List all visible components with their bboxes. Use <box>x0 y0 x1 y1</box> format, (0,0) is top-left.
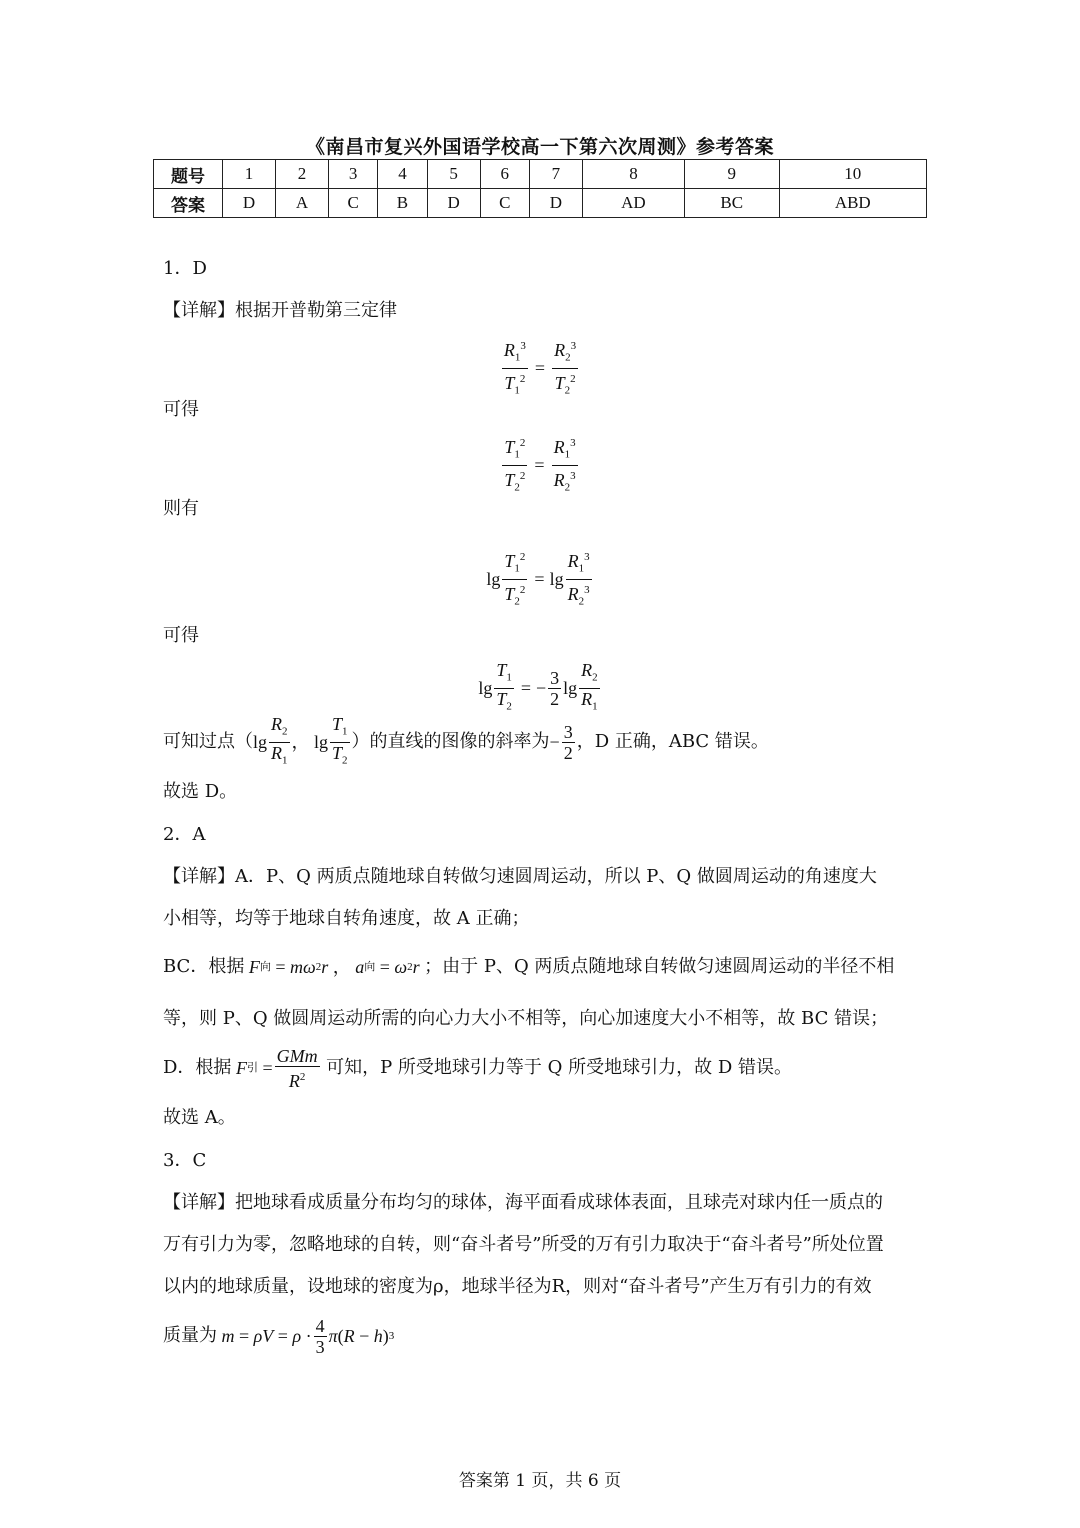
q2-line3-part-b: ；由于 P、Q 两质点随地球自转做匀速圆周运动的半径不相 <box>424 956 895 977</box>
answer-table-number-row <box>154 160 927 189</box>
q3-heading: 3．C <box>163 1150 207 1171</box>
q2-line1: 【详解】A．P、Q 两质点随地球自转做匀速圆周运动，所以 P、Q 做圆周运动的角速度大 <box>163 866 877 887</box>
table-answer-label: 答案 <box>154 189 223 218</box>
table-cell: BC <box>684 189 779 218</box>
q1-heading: 1．D <box>163 258 207 279</box>
q2-heading: 2．A <box>163 824 206 845</box>
equation-kepler: $\frac{R_1^3}{T_1^2}$ = $\frac{R_2^3}{T_2^2}$ <box>0 336 1080 400</box>
table-cell: C <box>480 189 529 218</box>
q3-line4 <box>163 1310 394 1362</box>
answer-table <box>153 159 927 218</box>
table-cell: 9 <box>684 160 779 189</box>
table-cell: B <box>378 189 427 218</box>
table-cell: 10 <box>779 160 926 189</box>
table-cell: D <box>427 189 480 218</box>
q2-line3 <box>163 954 894 980</box>
q1-conclusion-part-c: ，D 正确，ABC 错误。 <box>576 731 769 752</box>
table-cell: ABD <box>779 189 926 218</box>
q2-line5 <box>163 1042 792 1094</box>
q2-line5-part-b: 可知，P 所受地球引力等于 Q 所受地球引力，故 D 错误。 <box>326 1057 792 1078</box>
table-cell: D <box>223 189 276 218</box>
equation-log: lg $\frac{T_1^2}{T_2^2}$ = lg $\frac{R_1^3}{R_2^3}$ <box>0 547 1080 611</box>
table-cell: 3 <box>329 160 378 189</box>
table-cell: 5 <box>427 160 480 189</box>
page-footer: 答案第 1 页，共 6 页 <box>458 1471 622 1491</box>
table-cell: AD <box>582 189 684 218</box>
q2-line5-part-a: D．根据 <box>163 1057 232 1078</box>
answer-table-answer-row <box>154 189 927 218</box>
formula-centripetal: F 向 = mω 2 r ， a 向 = ω 2 r <box>248 957 420 977</box>
point-coordinates: lg $\frac{R_2}{R_1}$ ， lg $\frac{T_1}{T_2}$ <box>253 713 348 767</box>
q3-line3: 以内的地球质量，设地球的密度为ρ，地球半径为R，则对“奋斗者号”产生万有引力的有效 <box>163 1276 872 1297</box>
q3-line2: 万有引力为零，忽略地球的自转，则“奋斗者号”所受的万有引力取决于“奋斗者号”所处位置 <box>163 1234 884 1255</box>
table-cell: 6 <box>480 160 529 189</box>
formula-effective-mass: m = ρV = ρ · $\frac{4}{3}$ π ( R − h ) 3 <box>221 1315 395 1357</box>
table-cell: 4 <box>378 160 427 189</box>
q2-line4: 等，则 P、Q 做圆周运动所需的向心力大小不相等，向心加速度大小不相等，故 BC 错误； <box>163 1008 889 1029</box>
q3-line4-part-a: 质量为 <box>163 1325 217 1346</box>
q1-text-zeyou: 则有 <box>163 498 199 519</box>
page-title: 《南昌市复兴外国语学校高一下第六次周测》参考答案 <box>305 136 774 158</box>
table-cell: C <box>329 189 378 218</box>
table-cell: D <box>529 189 582 218</box>
q2-line3-part-a: BC．根据 <box>163 956 245 977</box>
q1-text-kede1: 可得 <box>163 399 199 420</box>
table-cell: 2 <box>276 160 329 189</box>
q1-choose: 故选 D。 <box>163 781 238 802</box>
table-header-label: 题号 <box>154 160 223 189</box>
table-cell: 7 <box>529 160 582 189</box>
equation-slope: lg $\frac{T_1}{T_2}$ = − $\frac{3}{2}$ lg $\frac{R_2}{R_1}$ <box>478 660 598 713</box>
table-cell: A <box>276 189 329 218</box>
q3-line1: 【详解】把地球看成质量分布均匀的球体，海平面看成球体表面，且球壳对球内任一质点的 <box>163 1192 883 1213</box>
q2-line2: 小相等，均等于地球自转角速度，故 A 正确； <box>163 908 530 929</box>
q1-text-kede2: 可得 <box>163 625 199 646</box>
formula-gravity: F 引 = $\frac{\text{GMm}}{R^2}$ <box>235 1045 318 1091</box>
q1-conclusion-part-b: ）的直线的图像的斜率为 <box>351 731 550 752</box>
table-cell: 8 <box>582 160 684 189</box>
q1-conclusion <box>163 713 769 768</box>
q2-choose: 故选 A。 <box>163 1107 236 1128</box>
equation-ratio: $\frac{T_1^2}{T_2^2}$ = $\frac{R_1^3}{R_2^3}$ <box>0 433 1080 497</box>
slope-value: − $\frac{3}{2}$ <box>549 721 573 763</box>
q1-detail: 【详解】根据开普勒第三定律 <box>163 300 397 321</box>
table-cell: 1 <box>223 160 276 189</box>
q1-conclusion-part-a: 可知过点（ <box>163 731 253 752</box>
